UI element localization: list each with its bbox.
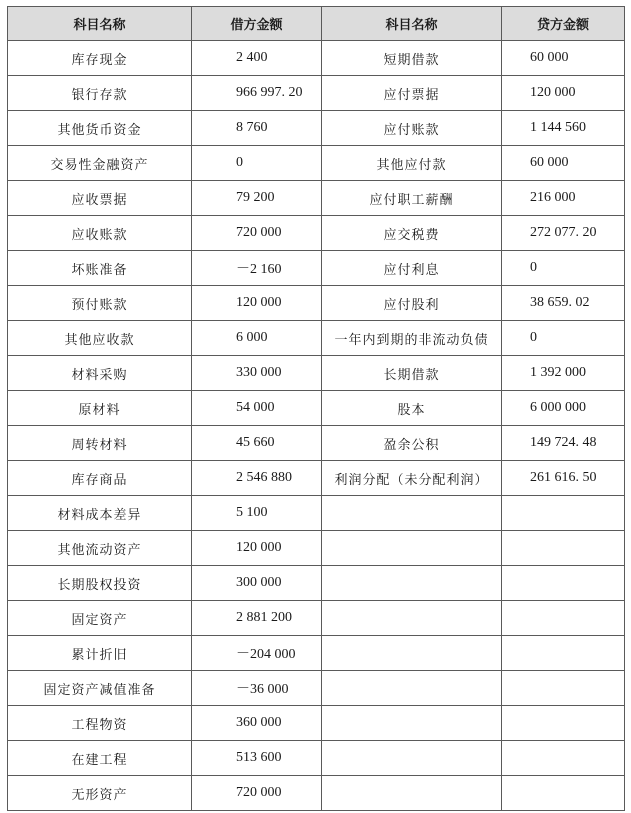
table-row [8,111,625,146]
table-row [8,391,625,426]
table-row [8,601,625,636]
trial-balance-table [7,6,625,811]
debit-account-name: 材料采购 [8,356,192,391]
debit-amount: 54 000 [192,391,322,426]
table-row [8,776,625,811]
credit-account-name: 应交税费 [322,216,502,251]
credit-account-name: 盈余公积 [322,426,502,461]
debit-account-name: 其他流动资产 [8,531,192,566]
credit-amount: 272 077. 20 [502,216,625,251]
credit-amount [502,741,625,776]
debit-account-name: 预付账款 [8,286,192,321]
table-row [8,76,625,111]
debit-account-name: 固定资产减值准备 [8,671,192,706]
credit-amount: 1 392 000 [502,356,625,391]
debit-account-name: 坏账准备 [8,251,192,286]
credit-account-name [322,636,502,671]
table-row [8,356,625,391]
debit-amount: 6 000 [192,321,322,356]
credit-amount [502,706,625,741]
header-row [8,7,625,41]
credit-account-name: 其他应付款 [322,146,502,181]
credit-amount [502,496,625,531]
debit-amount: 300 000 [192,566,322,601]
debit-account-name: 长期股权投资 [8,566,192,601]
debit-account-name: 应收账款 [8,216,192,251]
table-row [8,496,625,531]
table-row [8,146,625,181]
debit-amount: 79 200 [192,181,322,216]
credit-account-name [322,566,502,601]
credit-amount: 216 000 [502,181,625,216]
credit-account-name [322,706,502,741]
debit-amount: 5 100 [192,496,322,531]
debit-amount: 2 400 [192,41,322,76]
credit-account-name: 一年内到期的非流动负债 [322,321,502,356]
debit-amount: －204 000 [192,636,322,671]
header-debit-amount: 借方金额 [192,7,322,41]
credit-amount: 120 000 [502,76,625,111]
credit-account-name: 应付账款 [322,111,502,146]
credit-amount: 149 724. 48 [502,426,625,461]
table-row [8,636,625,671]
debit-account-name: 银行存款 [8,76,192,111]
trial-balance-table-wrapper [7,6,624,811]
credit-amount [502,776,625,811]
debit-amount: 8 760 [192,111,322,146]
table-row [8,216,625,251]
table-row [8,181,625,216]
table-row [8,251,625,286]
table-row [8,321,625,356]
credit-account-name [322,496,502,531]
debit-account-name: 应收票据 [8,181,192,216]
debit-account-name: 其他应收款 [8,321,192,356]
credit-amount: 261 616. 50 [502,461,625,496]
debit-account-name: 无形资产 [8,776,192,811]
debit-amount: 720 000 [192,776,322,811]
debit-account-name: 周转材料 [8,426,192,461]
credit-amount: 0 [502,251,625,286]
table-row [8,531,625,566]
debit-amount: 0 [192,146,322,181]
credit-account-name: 应付职工薪酬 [322,181,502,216]
table-row [8,566,625,601]
debit-amount: 2 881 200 [192,601,322,636]
credit-amount: 6 000 000 [502,391,625,426]
credit-account-name: 应付股利 [322,286,502,321]
debit-amount: 360 000 [192,706,322,741]
debit-account-name: 材料成本差异 [8,496,192,531]
debit-amount: 513 600 [192,741,322,776]
table-row [8,41,625,76]
debit-account-name: 库存现金 [8,41,192,76]
table-row [8,286,625,321]
debit-amount: －36 000 [192,671,322,706]
debit-account-name: 累计折旧 [8,636,192,671]
credit-account-name [322,531,502,566]
credit-amount: 0 [502,321,625,356]
debit-amount: 720 000 [192,216,322,251]
debit-account-name: 固定资产 [8,601,192,636]
credit-amount [502,601,625,636]
credit-account-name: 长期借款 [322,356,502,391]
header-credit-amount: 贷方金额 [502,7,625,41]
credit-amount [502,671,625,706]
debit-account-name: 交易性金融资产 [8,146,192,181]
credit-account-name [322,601,502,636]
debit-amount: 330 000 [192,356,322,391]
credit-account-name: 应付票据 [322,76,502,111]
debit-account-name: 原材料 [8,391,192,426]
credit-amount: 38 659. 02 [502,286,625,321]
table-row [8,671,625,706]
debit-amount: －2 160 [192,251,322,286]
credit-account-name [322,741,502,776]
debit-account-name: 工程物资 [8,706,192,741]
credit-account-name: 短期借款 [322,41,502,76]
credit-amount: 60 000 [502,41,625,76]
credit-account-name: 应付利息 [322,251,502,286]
debit-account-name: 其他货币资金 [8,111,192,146]
debit-amount: 120 000 [192,531,322,566]
header-debit-account-name: 科目名称 [8,7,192,41]
debit-amount: 966 997. 20 [192,76,322,111]
debit-account-name: 在建工程 [8,741,192,776]
debit-account-name: 库存商品 [8,461,192,496]
credit-account-name [322,671,502,706]
table-body [8,41,625,811]
credit-amount: 60 000 [502,146,625,181]
credit-amount [502,566,625,601]
credit-account-name: 股本 [322,391,502,426]
credit-account-name: 利润分配（未分配利润） [322,461,502,496]
table-row [8,741,625,776]
table-row [8,426,625,461]
credit-amount [502,531,625,566]
debit-amount: 120 000 [192,286,322,321]
table-row [8,706,625,741]
debit-amount: 45 660 [192,426,322,461]
credit-amount [502,636,625,671]
header-credit-account-name: 科目名称 [322,7,502,41]
debit-amount: 2 546 880 [192,461,322,496]
credit-account-name [322,776,502,811]
credit-amount: 1 144 560 [502,111,625,146]
table-row [8,461,625,496]
